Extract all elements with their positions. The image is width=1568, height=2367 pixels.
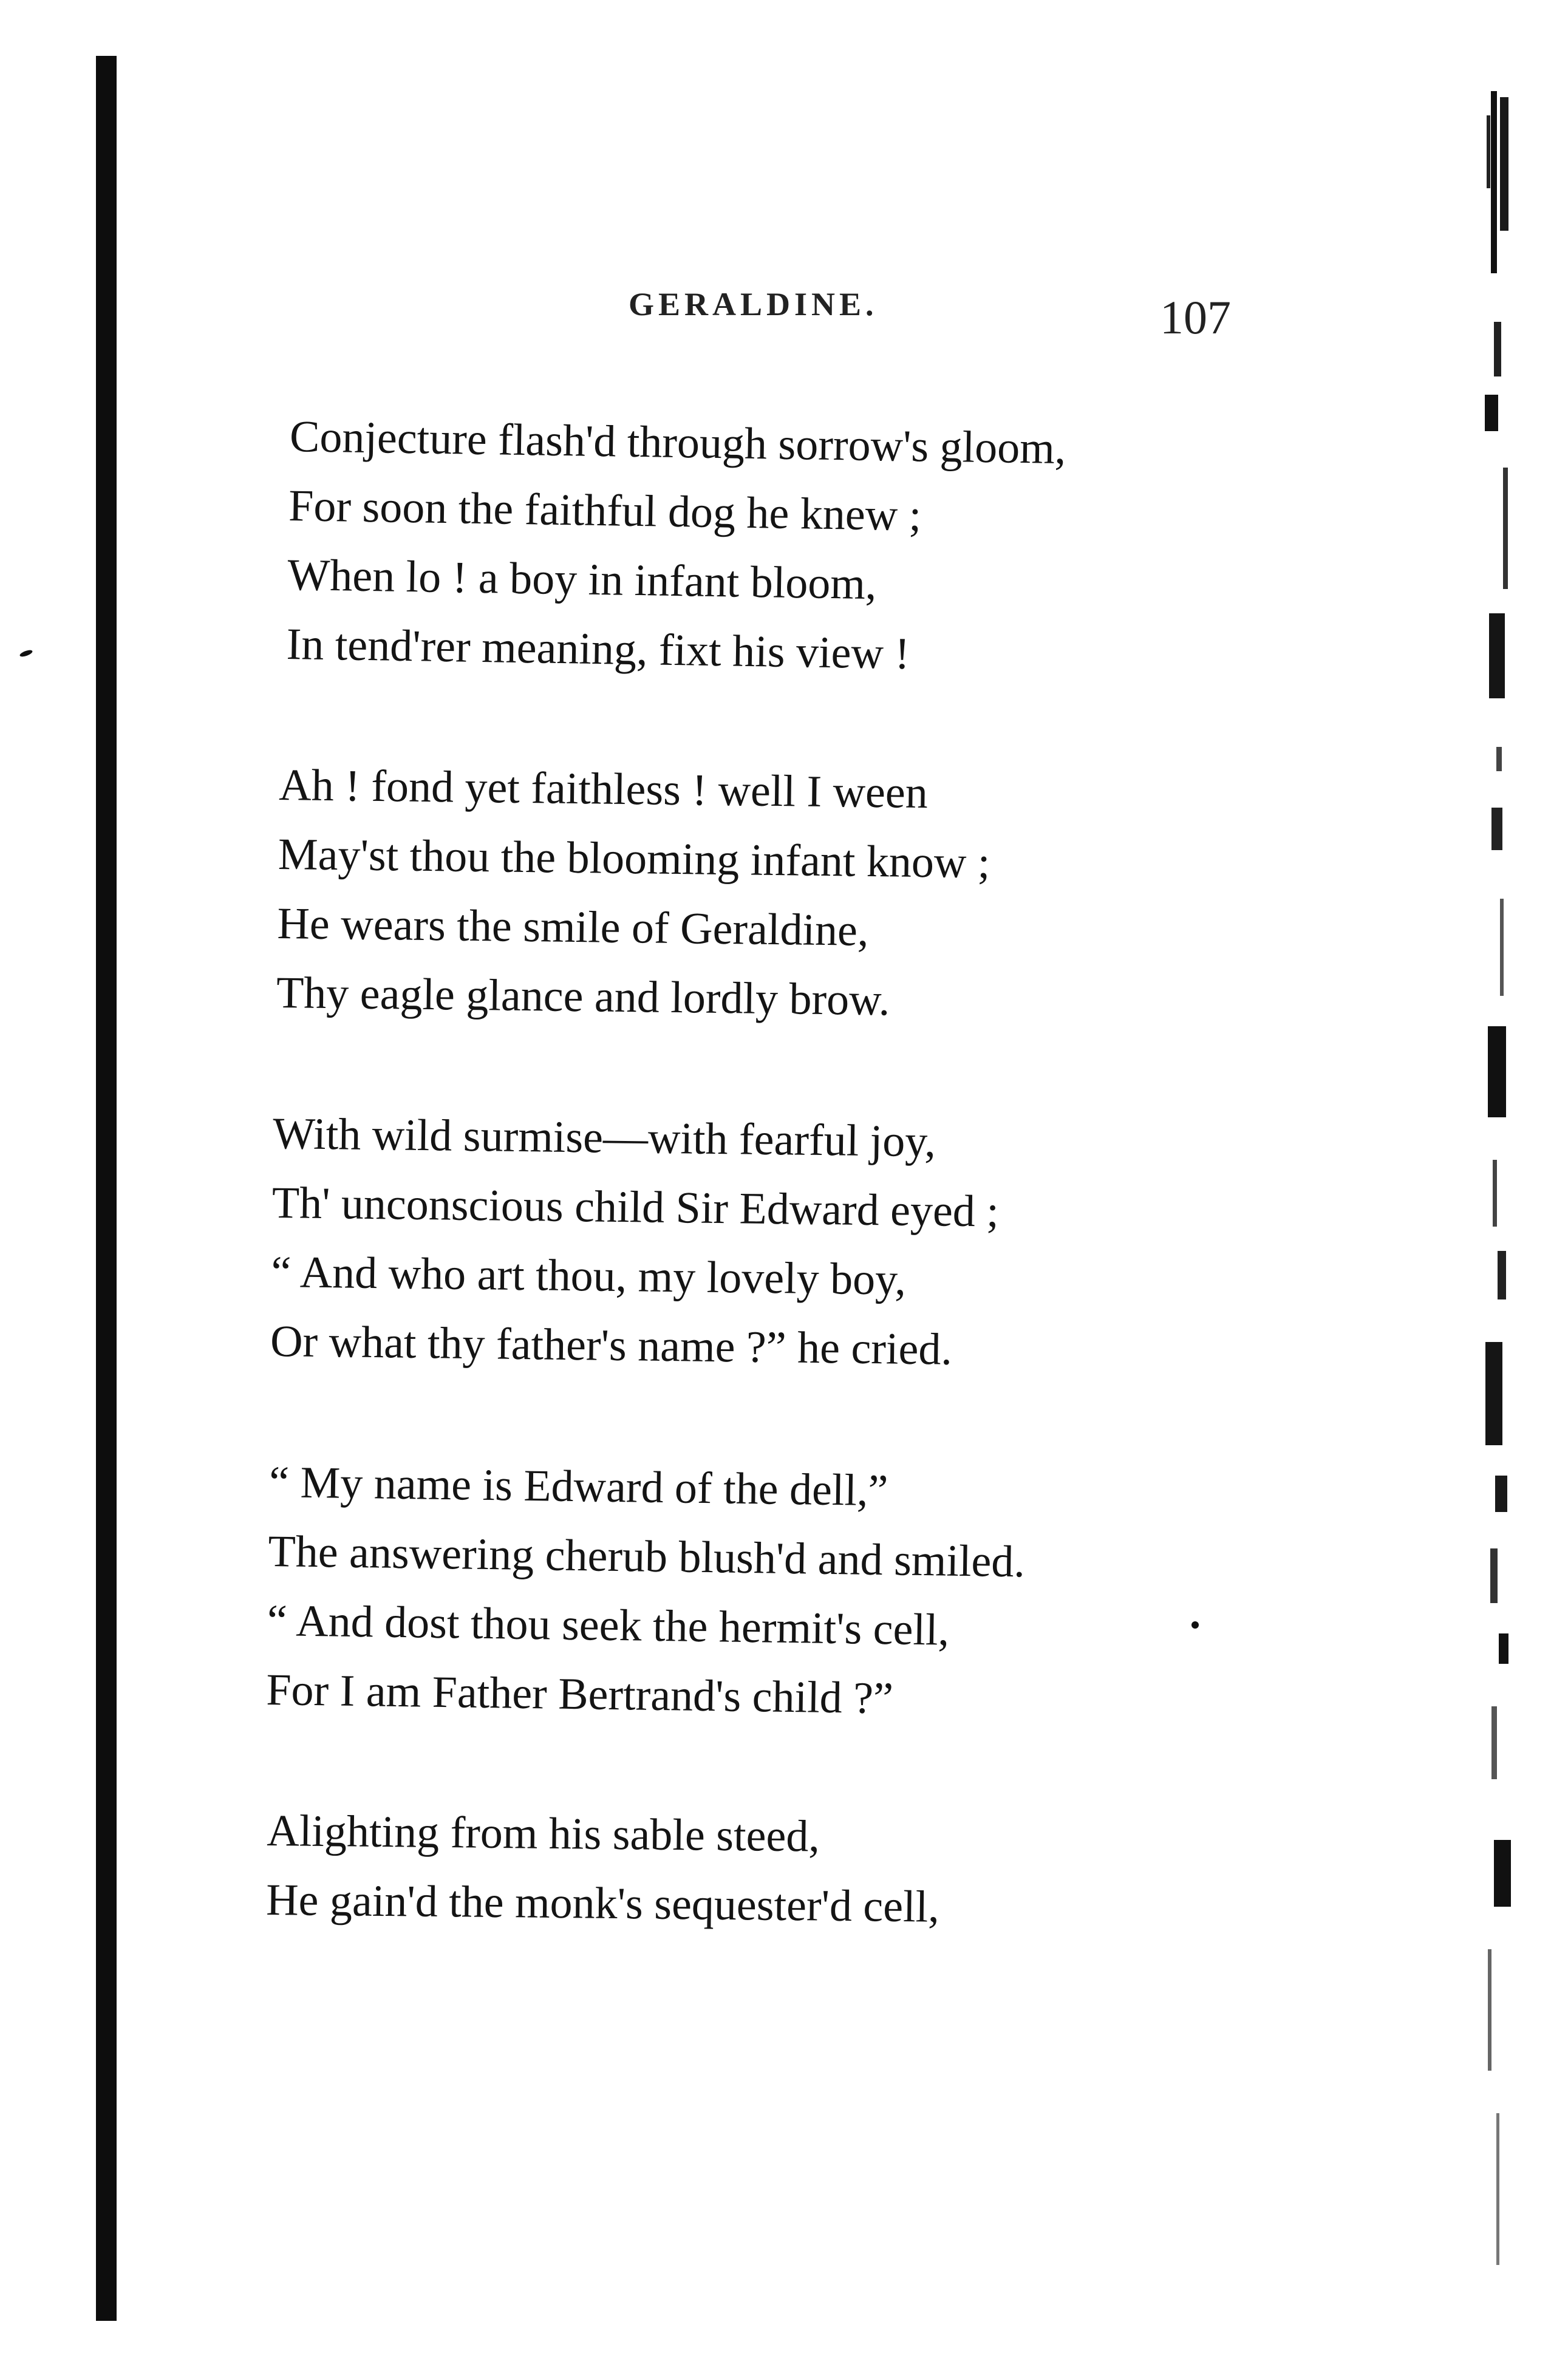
poem-line: “ And dost thou seek the hermit's cell, bbox=[267, 1595, 950, 1655]
page-number: 107 bbox=[1160, 291, 1231, 344]
poem-line: Conjecture flash'd through sorrow's gloom, bbox=[289, 411, 1066, 474]
poem-line: For I am Father Bertrand's child ?” bbox=[265, 1664, 894, 1724]
stanza-3 bbox=[270, 1099, 1299, 1389]
poem-line: The answering cherub blush'd and smiled. bbox=[268, 1526, 1026, 1587]
poem-line: For soon the faithful dog he knew ; bbox=[288, 480, 922, 541]
stanza-1 bbox=[286, 402, 1300, 695]
poem-line: “ My name is Edward of the dell,” bbox=[268, 1457, 888, 1516]
poem-line: He wears the smile of Geraldine, bbox=[277, 898, 869, 956]
poem-line: When lo ! a boy in infant bloom, bbox=[287, 550, 878, 610]
binding-shadow-rule bbox=[96, 56, 117, 2321]
ink-speck bbox=[19, 649, 33, 658]
poem-line: Thy eagle glance and lordly brow. bbox=[276, 967, 890, 1026]
poem-line: Or what thy father's name ?” he cried. bbox=[270, 1316, 953, 1375]
poem-line: Alighting from his sable steed, bbox=[266, 1805, 820, 1862]
poem-body bbox=[267, 402, 1300, 2006]
poem-line: “ And who art thou, my lovely boy, bbox=[271, 1247, 907, 1305]
ink-speck bbox=[1191, 1621, 1199, 1629]
stanza-2 bbox=[276, 751, 1299, 1040]
poem-line: He gain'd the monk's sequester'd cell, bbox=[265, 1875, 940, 1932]
poem-line: Ah ! fond yet faithless ! well I ween bbox=[278, 760, 929, 819]
running-head: GERALDINE. bbox=[629, 286, 878, 322]
stanza-5 bbox=[266, 1796, 1300, 1946]
poem-line: Th' unconscious child Sir Edward eyed ; bbox=[271, 1177, 1000, 1237]
scanned-page-edge-noise bbox=[1433, 79, 1555, 2326]
stanza-4 bbox=[266, 1448, 1300, 1739]
poem-line: May'st thou the blooming infant know ; bbox=[278, 829, 990, 888]
poem-line: In tend'rer meaning, fixt his view ! bbox=[286, 619, 910, 679]
poem-line: With wild surmise—with fearful joy, bbox=[272, 1108, 936, 1167]
